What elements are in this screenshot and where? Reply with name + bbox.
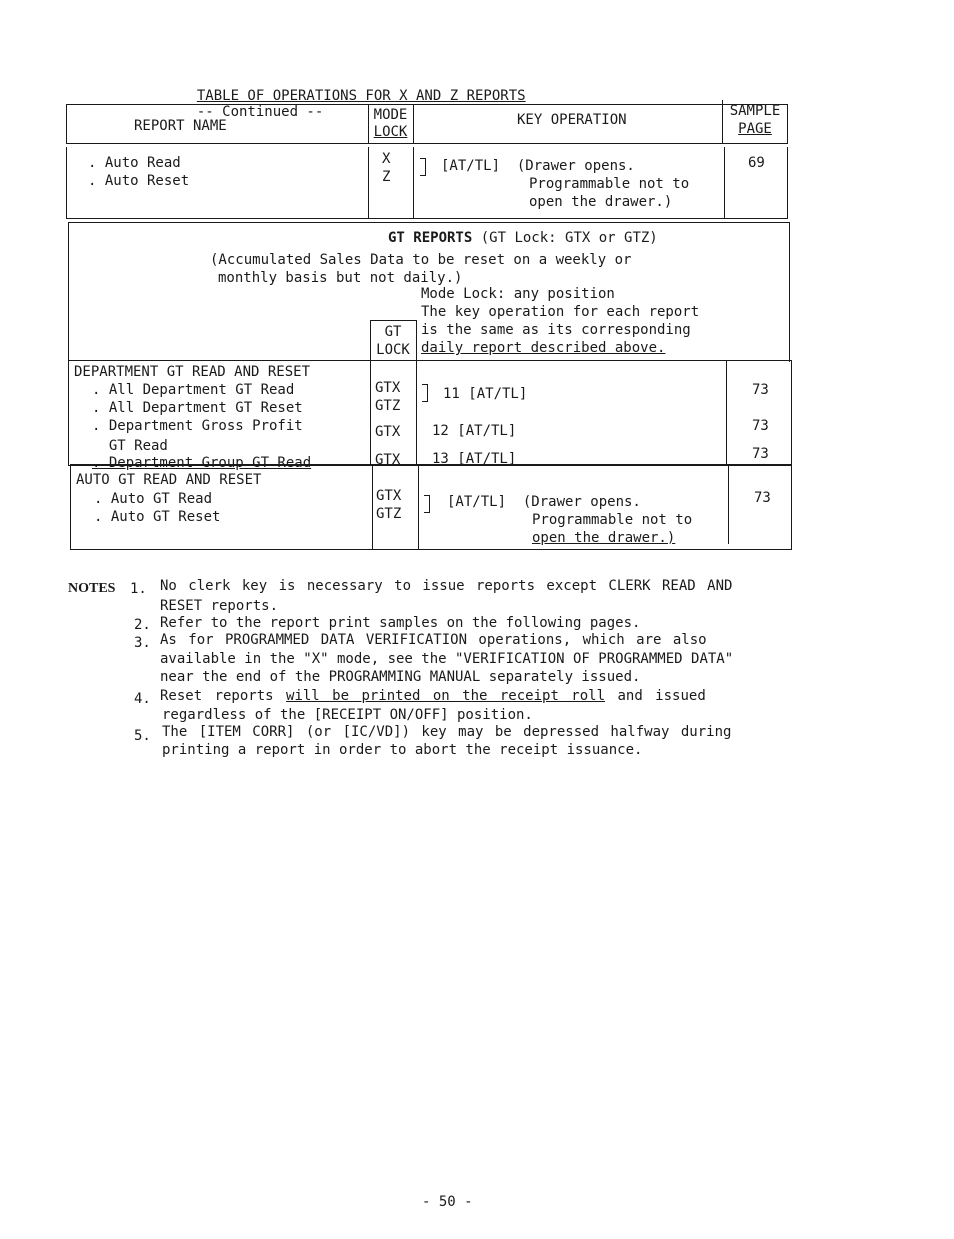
note-5-line-1: The [ITEM CORR] (or [IC/VD]) key may be depressed halfway during	[162, 724, 732, 740]
dept-divider	[416, 360, 417, 466]
gt-title	[388, 229, 658, 247]
note-1-line-1: No clerk key is necessary to issue reports except CLERK READ AND	[160, 578, 733, 594]
header-page: PAGE	[738, 121, 772, 137]
row1-page: 69	[748, 155, 765, 171]
auto-divider	[728, 464, 729, 544]
dept-divider	[726, 360, 727, 466]
note-3-line-3: near the end of the PROGRAMMING MANUAL separately issued.	[160, 669, 641, 685]
dept-divider	[370, 360, 371, 466]
gt-mode-lock: Mode Lock: any position	[421, 286, 615, 302]
note-3-num: 3.	[134, 635, 151, 651]
header-divider	[413, 104, 414, 144]
note-4-line-2: regardless of the [RECEIPT ON/OFF] position.	[162, 707, 533, 723]
auto-key-2: Programmable not to	[532, 512, 693, 528]
gt-lock-label-1: GT	[384, 324, 402, 340]
dept-item-4: GT Read	[92, 438, 168, 454]
note-3-line-2: available in the "X" mode, see the "VERIFICATION OF PROGRAMMED DATA"	[160, 651, 734, 667]
dept-key-3: 13 [AT/TL]	[432, 451, 517, 467]
header-key-operation: KEY OPERATION	[517, 112, 627, 128]
row1-name-1: . Auto Read	[88, 155, 181, 171]
title-suffix: -- Continued --	[196, 104, 324, 120]
dept-lock-3: GTX	[375, 424, 401, 440]
note-4-num: 4.	[134, 691, 151, 707]
note-1-line-2: RESET reports.	[160, 598, 279, 614]
gt-lock-divider	[416, 320, 417, 362]
auto-item-2: . Auto GT Reset	[94, 509, 221, 525]
auto-item-1: . Auto GT Read	[94, 491, 213, 507]
dept-item-1: . All Department GT Read	[92, 382, 295, 398]
row1-key-2: Programmable not to	[529, 176, 690, 192]
gt-title-rest: (GT Lock: GTX or GTZ)	[480, 230, 658, 246]
auto-lock-2: GTZ	[376, 506, 402, 522]
auto-heading: AUTO GT READ AND RESET	[76, 472, 262, 488]
row1-name-2: . Auto Reset	[88, 173, 190, 189]
auto-divider	[418, 464, 419, 550]
auto-lock-1: GTX	[376, 488, 402, 504]
bracket-icon	[422, 384, 428, 402]
dept-page-1: 73	[752, 382, 769, 398]
note-3-line-1: As for PROGRAMMED DATA VERIFICATION operations, which are also	[160, 632, 707, 648]
row1-key-1: [AT/TL] (Drawer opens.	[441, 158, 635, 174]
row1-mode-1: X	[382, 151, 391, 167]
dept-key-2: 12 [AT/TL]	[432, 423, 517, 439]
note-4-part-2: will be printed on the receipt roll	[286, 688, 606, 704]
auto-page: 73	[754, 490, 771, 506]
header-mode: MODE	[373, 107, 408, 123]
note-2-num: 2.	[134, 617, 151, 633]
dept-lock-1: GTX	[375, 380, 401, 396]
title-text: TABLE OF OPERATIONS FOR X AND Z REPORTS	[196, 88, 526, 104]
header-lock: LOCK	[373, 124, 408, 140]
note-5-line-2: printing a report in order to abort the receipt issuance.	[162, 742, 643, 758]
note-4-line-1	[160, 687, 706, 705]
bracket-icon	[420, 158, 426, 176]
gt-key-note-2: is the same as its corresponding	[421, 322, 691, 338]
note-4-part-1: Reset reports	[160, 688, 287, 704]
dept-lock-2: GTZ	[375, 398, 401, 414]
dept-key-1: 11 [AT/TL]	[443, 386, 528, 402]
dept-page-2: 73	[752, 418, 769, 434]
gt-key-note-1: The key operation for each report	[421, 304, 700, 320]
dept-page-3: 73	[752, 446, 769, 462]
gt-title-bold: GT REPORTS	[388, 230, 473, 246]
note-5-num: 5.	[134, 728, 151, 744]
row1-key-3: open the drawer.)	[529, 194, 673, 210]
dept-lock-4: GTX	[375, 452, 401, 468]
gt-lock-label-2: LOCK	[376, 342, 410, 358]
note-4-part-3: and issued	[605, 688, 706, 704]
row-divider	[368, 147, 369, 219]
dept-heading: DEPARTMENT GT READ AND RESET	[74, 364, 311, 380]
header-report-name: REPORT NAME	[134, 118, 227, 134]
page-number: - 50 -	[422, 1194, 473, 1210]
auto-key-3: open the drawer.)	[532, 530, 676, 546]
bracket-icon	[424, 495, 430, 513]
dept-item-3: . Department Gross Profit	[92, 418, 303, 434]
gt-accum-2: monthly basis but not daily.)	[218, 270, 463, 286]
dept-item-5: . Department Group GT Read	[92, 455, 312, 471]
header-sample: SAMPLE	[729, 103, 781, 119]
gt-accum-1: (Accumulated Sales Data to be reset on a weekly or	[210, 252, 632, 268]
note-1-num: 1.	[130, 581, 147, 597]
auto-divider	[372, 464, 373, 550]
note-2-line-1: Refer to the report print samples on the following pages.	[160, 615, 641, 631]
row-divider	[724, 147, 725, 219]
dept-item-2: . All Department GT Reset	[92, 400, 303, 416]
gt-key-note-3: daily report described above.	[421, 340, 666, 356]
gt-lock-top	[370, 320, 416, 321]
row1-mode-2: Z	[382, 169, 391, 185]
notes-label: NOTES	[68, 581, 116, 596]
row-divider	[413, 147, 414, 219]
auto-key-1: [AT/TL] (Drawer opens.	[447, 494, 641, 510]
